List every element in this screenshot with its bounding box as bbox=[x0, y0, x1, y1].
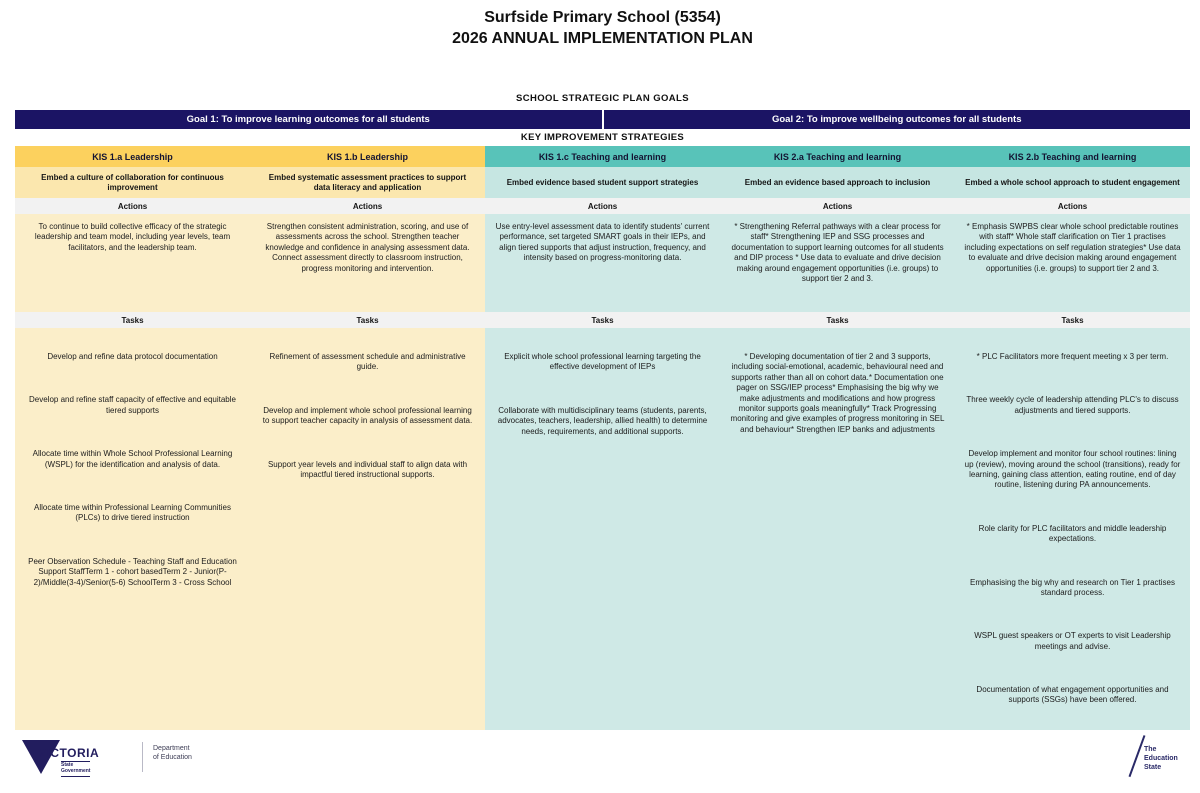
implementation-plan-table bbox=[15, 110, 1190, 725]
logo-divider bbox=[142, 742, 143, 772]
task-item: Develop and refine staff capacity of effective and equitable tiered supports bbox=[29, 395, 236, 415]
kis-header-row bbox=[15, 146, 1190, 167]
kis-1a-header: KIS 1.a Leadership bbox=[15, 146, 250, 167]
task-item: Explicit whole school professional learning targeting the effective development of IEPs bbox=[504, 352, 701, 372]
actions-label: Actions bbox=[822, 201, 853, 211]
tasks-label: Tasks bbox=[121, 315, 144, 325]
key-improvement-strategies-heading: KEY IMPROVEMENT STRATEGIES bbox=[15, 129, 1190, 146]
victoria-wordmark: VICTORIA bbox=[38, 746, 100, 760]
kis-2b-strategy: Embed a whole school approach to student engagement bbox=[955, 167, 1190, 198]
strategic-plan-goals-heading: SCHOOL STRATEGIC PLAN GOALS bbox=[515, 93, 689, 104]
task-item: Develop and refine data protocol documentation bbox=[47, 352, 218, 361]
kis-1a-tasks bbox=[15, 328, 250, 730]
task-item: Develop and implement whole school professional learning to support teacher capacity in analysis of assessment data. bbox=[262, 405, 473, 426]
goal-1-cell: Goal 1: To improve learning outcomes for all students bbox=[15, 110, 602, 129]
kis-1b-action: Strengthen consistent administration, scoring, and use of assessments across the school. Strengthen teacher knowledge and confidence in analysing assessment data. Connect assessment directly to classroom instruction, progress monitoring and intervention. bbox=[250, 214, 485, 312]
education-state-logo bbox=[1128, 736, 1188, 782]
kis-1c-action: Use entry-level assessment data to identify students' current performance, set targeted SMART goals in their IEPs, and align tiered supports that adjust instruction, frequency, and intensity based on progress-monitoring data. bbox=[485, 214, 720, 312]
tasks-label-row bbox=[15, 312, 1190, 328]
kis-1c-header: KIS 1.c Teaching and learning bbox=[485, 146, 720, 167]
kis-1c-strategy: Embed evidence based student support strategies bbox=[485, 167, 720, 198]
tasks-label: Tasks bbox=[356, 315, 379, 325]
task-item: Refinement of assessment schedule and administrative guide. bbox=[269, 352, 466, 372]
tasks-label: Tasks bbox=[1061, 315, 1084, 325]
plan-title: 2026 ANNUAL IMPLEMENTATION PLAN bbox=[452, 29, 753, 47]
actions-row bbox=[15, 214, 1190, 312]
kis-1a-action: To continue to build collective efficacy of the strategic leadership and team model, including year levels, team facilitators, and the leadership team. bbox=[15, 214, 250, 312]
education-state-slash-icon bbox=[1129, 735, 1145, 777]
task-item: Allocate time within Professional Learning Communities (PLCs) to drive tiered instruction bbox=[34, 502, 231, 523]
goals-row bbox=[15, 110, 1190, 129]
task-item: Peer Observation Schedule - Teaching Staff and Education Support StaffTerm 1 - cohort basedTerm 2 - Junior(P-2)/Middle(3-4)/Senior(5-6) SchoolTerm 3 - Cross School bbox=[28, 556, 237, 587]
kis-2b-action: * Emphasis SWPBS clear whole school predictable routines with staff* Whole staff clarification on Tier 1 practises including expectations on self regulation strategies* Use data to evaluate and drive decision making around engagement opportunities (i.e. groups) to support tier 2 and 3. bbox=[955, 214, 1190, 312]
kis-2b-tasks bbox=[955, 328, 1190, 730]
kis-1c-tasks bbox=[485, 328, 720, 730]
kis-1b-tasks bbox=[250, 328, 485, 730]
education-state-label: The Education State bbox=[1144, 746, 1178, 771]
actions-label: Actions bbox=[352, 201, 383, 211]
task-item: Role clarity for PLC facilitators and middle leadership expectations. bbox=[978, 523, 1167, 544]
state-government-label: State Government bbox=[61, 761, 90, 777]
task-item: Three weekly cycle of leadership attending PLC's to discuss adjustments and tiered supports. bbox=[966, 395, 1179, 415]
task-item: Develop implement and monitor four school routines: lining up (review), moving around the school (transitions), ready for learning, gaining class attention, eating routine, end of day routine, listening during PA announcements. bbox=[964, 449, 1181, 490]
task-item: * Developing documentation of tier 2 and 3 supports, including social-emotional, academic, behavioural need and supports rather than all on cohort data.* Documentation one pager on SSG/IEP process* Emphasising the big why we make adjustments and modifications and how progress monitor supports goals meaningfully* Track Progressing monitoring and give examples of progress monitoring in SEL and behaviour* Strengthen IEP banks and adjustments bbox=[730, 352, 945, 434]
task-item: Collaborate with multidisciplinary teams (students, parents, advocates, teachers, leadership, allied health) to determine needs, requirements, and additional supports. bbox=[497, 405, 708, 436]
goal-2-cell: Goal 2: To improve wellbeing outcomes for all students bbox=[604, 110, 1191, 129]
page-title bbox=[15, 8, 1190, 50]
tasks-row bbox=[15, 328, 1190, 725]
strategy-row bbox=[15, 167, 1190, 198]
actions-label: Actions bbox=[1057, 201, 1088, 211]
kis-2b-header: KIS 2.b Teaching and learning bbox=[955, 146, 1190, 167]
school-name: Surfside Primary School (5354) bbox=[484, 9, 721, 26]
tasks-label: Tasks bbox=[591, 315, 614, 325]
kis-2a-tasks bbox=[720, 328, 955, 730]
kis-1b-header: KIS 1.b Leadership bbox=[250, 146, 485, 167]
kis-2a-strategy: Embed an evidence based approach to inclusion bbox=[720, 167, 955, 198]
victoria-state-government-logo bbox=[22, 738, 192, 780]
task-item: Allocate time within Whole School Professional Learning (WSPL) for the identification and analysis of data. bbox=[32, 449, 233, 469]
department-of-education-label: Department of Education bbox=[153, 745, 192, 762]
actions-label: Actions bbox=[587, 201, 618, 211]
actions-label-row bbox=[15, 198, 1190, 214]
task-item: Emphasising the big why and research on Tier 1 practises standard process. bbox=[970, 577, 1175, 597]
victoria-logo-mark bbox=[22, 738, 140, 780]
task-item: * PLC Facilitators more frequent meeting x 3 per term. bbox=[976, 352, 1169, 361]
task-item: Support year levels and individual staff to align data with impactful tiered instructional supports. bbox=[267, 459, 468, 479]
kis-1a-strategy: Embed a culture of collaboration for continuous improvement bbox=[15, 167, 250, 198]
task-item: WSPL guest speakers or OT experts to visit Leadership meetings and advise. bbox=[974, 631, 1171, 651]
kis-2a-action: * Strengthening Referral pathways with a clear process for staff* Strengthening IEP and SSG processes and documentation to support learning outcomes for all students and DIP process * Use data to evaluate and drive decision making around engagement opportunities (i.e. groups) to support tier 2 and 3. bbox=[720, 214, 955, 312]
actions-label: Actions bbox=[117, 201, 148, 211]
tasks-label: Tasks bbox=[826, 315, 849, 325]
kis-1b-strategy: Embed systematic assessment practices to support data literacy and application bbox=[250, 167, 485, 198]
task-item: Documentation of what engagement opportunities and supports (SSGs) have been offered. bbox=[976, 685, 1169, 705]
kis-2a-header: KIS 2.a Teaching and learning bbox=[720, 146, 955, 167]
